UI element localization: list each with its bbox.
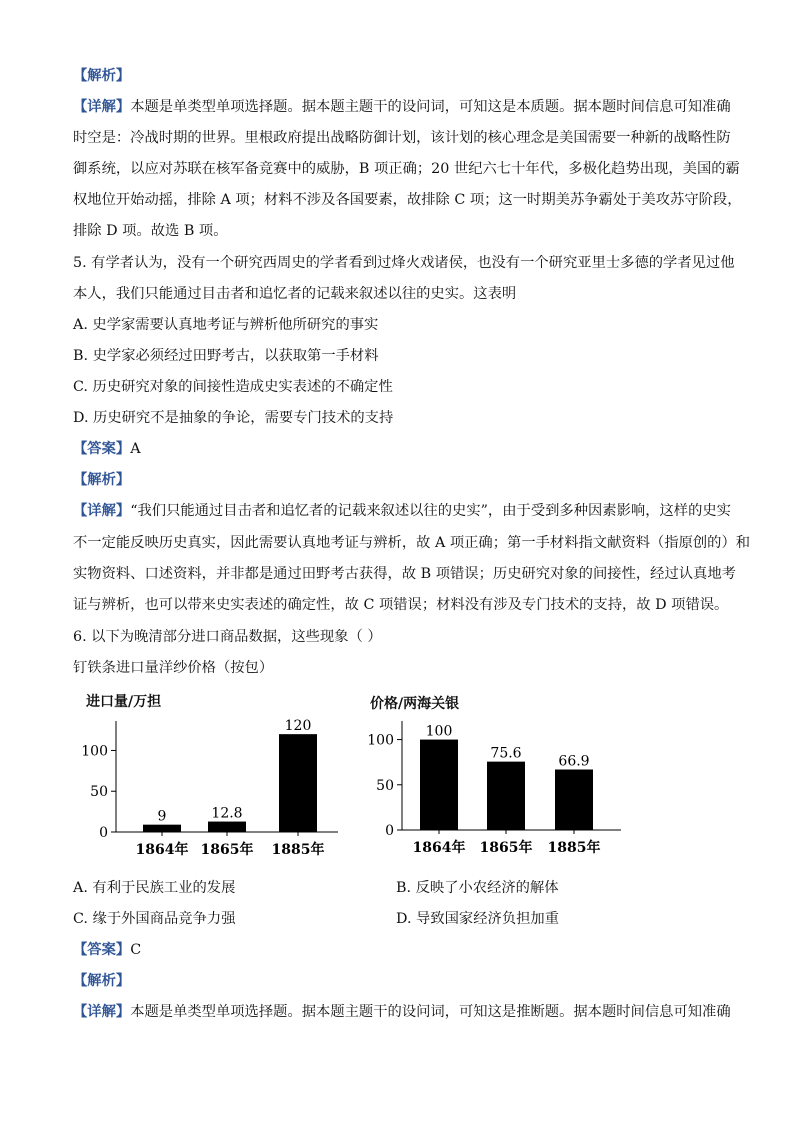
x-tick-label: 1864年 <box>412 840 466 856</box>
chart-1-title: 进口量/万担 <box>86 694 162 710</box>
bar <box>279 734 317 832</box>
q6-option-a: A. 有利于民族工业的发展 <box>73 880 236 896</box>
price-chart <box>355 712 635 872</box>
q4-detail-line-1 <box>73 97 731 117</box>
q6-option-c: C. 缘于外国商品竞争力强 <box>73 911 236 927</box>
x-tick-label: 1865年 <box>479 840 533 856</box>
x-tick-label: 1885年 <box>547 840 601 856</box>
x-tick-label: 1885年 <box>271 842 325 858</box>
y-tick-label: 0 <box>385 823 394 839</box>
q6-chart-caption: 钉铁条进口量洋纱价格（按包） <box>73 660 274 676</box>
detail-text: 本题是单类型单项选择题。据本题主题干的设问词，可知这是推断题。据本题时间信息可知准确 <box>130 1004 731 1020</box>
q4-detail-line-2: 时空是：冷战时期的世界。里根政府提出战略防御计划，该计划的核心理念是美国需要一种新的战略性防 <box>73 130 731 146</box>
q5-analysis-heading: 【解析】 <box>73 472 131 488</box>
q5-detail-line-4: 证与辨析，也可以带来史实表述的确定性，故 C 项错误；材料没有涉及专门技术的支持，故 D 项错误。 <box>73 597 729 613</box>
answer-label: 【答案】 <box>73 942 131 958</box>
data-label: 12.8 <box>211 805 243 822</box>
import-volume-chart <box>70 712 350 872</box>
y-tick-label: 100 <box>81 743 108 760</box>
bar <box>555 769 593 830</box>
q5-option-a: A. 史学家需要认真地考证与辨析他所研究的事实 <box>73 317 379 333</box>
q4-detail-line-5: 排除 D 项。故选 B 项。 <box>73 223 228 239</box>
answer-label: 【答案】 <box>73 441 131 457</box>
q6-analysis-heading: 【解析】 <box>73 973 131 989</box>
q5-detail-line-1 <box>73 501 731 521</box>
detail-label: 【详解】 <box>73 99 131 115</box>
q4-analysis-heading: 【解析】 <box>73 68 131 84</box>
detail-text: 本题是单类型单项选择题。据本题主题干的设问词，可知这是本质题。据本题时间信息可知准确 <box>130 99 731 115</box>
answer-value: C <box>130 942 142 958</box>
data-label: 9 <box>157 808 167 825</box>
q4-detail-line-3: 御系统，以应对苏联在核军备竞赛中的威胁，B 项正确；20 世纪六七十年代，多极化趋势出现，美国的霸 <box>73 161 740 177</box>
q6-answer <box>73 940 141 960</box>
q5-option-d: D. 历史研究不是抽象的争论，需要专门技术的支持 <box>73 410 394 426</box>
data-label: 75.6 <box>490 745 522 762</box>
q5-option-c: C. 历史研究对象的间接性造成史实表述的不确定性 <box>73 379 393 395</box>
q6-option-b: B. 反映了小农经济的解体 <box>396 880 559 896</box>
bar <box>208 822 246 832</box>
q5-detail-line-3: 实物资料、口述资料，并非都是通过田野考古获得，故 B 项错误；历史研究对象的间接性，经过认真地考 <box>73 566 736 582</box>
detail-label: 【详解】 <box>73 503 131 519</box>
data-label: 100 <box>425 723 453 740</box>
answer-value: A <box>130 441 141 457</box>
bar <box>487 762 525 830</box>
detail-label: 【详解】 <box>73 1004 131 1020</box>
bar <box>420 740 458 830</box>
q5-option-b: B. 史学家必须经过田野考古，以获取第一手材料 <box>73 348 379 364</box>
q6-stem: 6. 以下为晚清部分进口商品数据，这些现象（ ） <box>73 629 382 645</box>
y-tick-label: 100 <box>367 732 394 749</box>
chart-2-title: 价格/两海关银 <box>370 696 460 712</box>
q5-answer <box>73 439 141 459</box>
detail-text: “我们只能通过目击者和追忆者的记载来叙述以往的史实”，由于受到多种因素影响，这样的史实 <box>130 503 731 519</box>
data-label: 66.9 <box>558 753 590 770</box>
x-tick-label: 1865年 <box>200 842 254 858</box>
x-tick-label: 1864年 <box>135 842 189 858</box>
y-tick-label: 0 <box>99 825 108 841</box>
q6-detail-line-1 <box>73 1002 731 1022</box>
q5-stem-line-2: 本人，我们只能通过目击者和追忆者的记载来叙述以往的史实。这表明 <box>73 286 517 302</box>
q5-stem-line-1: 5. 有学者认为，没有一个研究西周史的学者看到过烽火戏诸侯，也没有一个研究亚里士多德的学者见过他 <box>73 255 735 271</box>
q4-detail-line-4: 权地位开始动摇，排除 A 项；材料不涉及各国要素，故排除 C 项；这一时期美苏争霸处于美攻苏守阶段， <box>73 192 742 208</box>
y-tick-label: 50 <box>90 784 108 801</box>
y-tick-label: 50 <box>376 777 394 794</box>
q6-option-d: D. 导致国家经济负担加重 <box>396 911 560 927</box>
bar <box>143 825 181 832</box>
q5-detail-line-2: 不一定能反映历史真实，因此需要认真地考证与辨析，故 A 项正确；第一手材料指文献资料（指原创的）和 <box>73 535 751 551</box>
data-label: 120 <box>284 718 312 735</box>
